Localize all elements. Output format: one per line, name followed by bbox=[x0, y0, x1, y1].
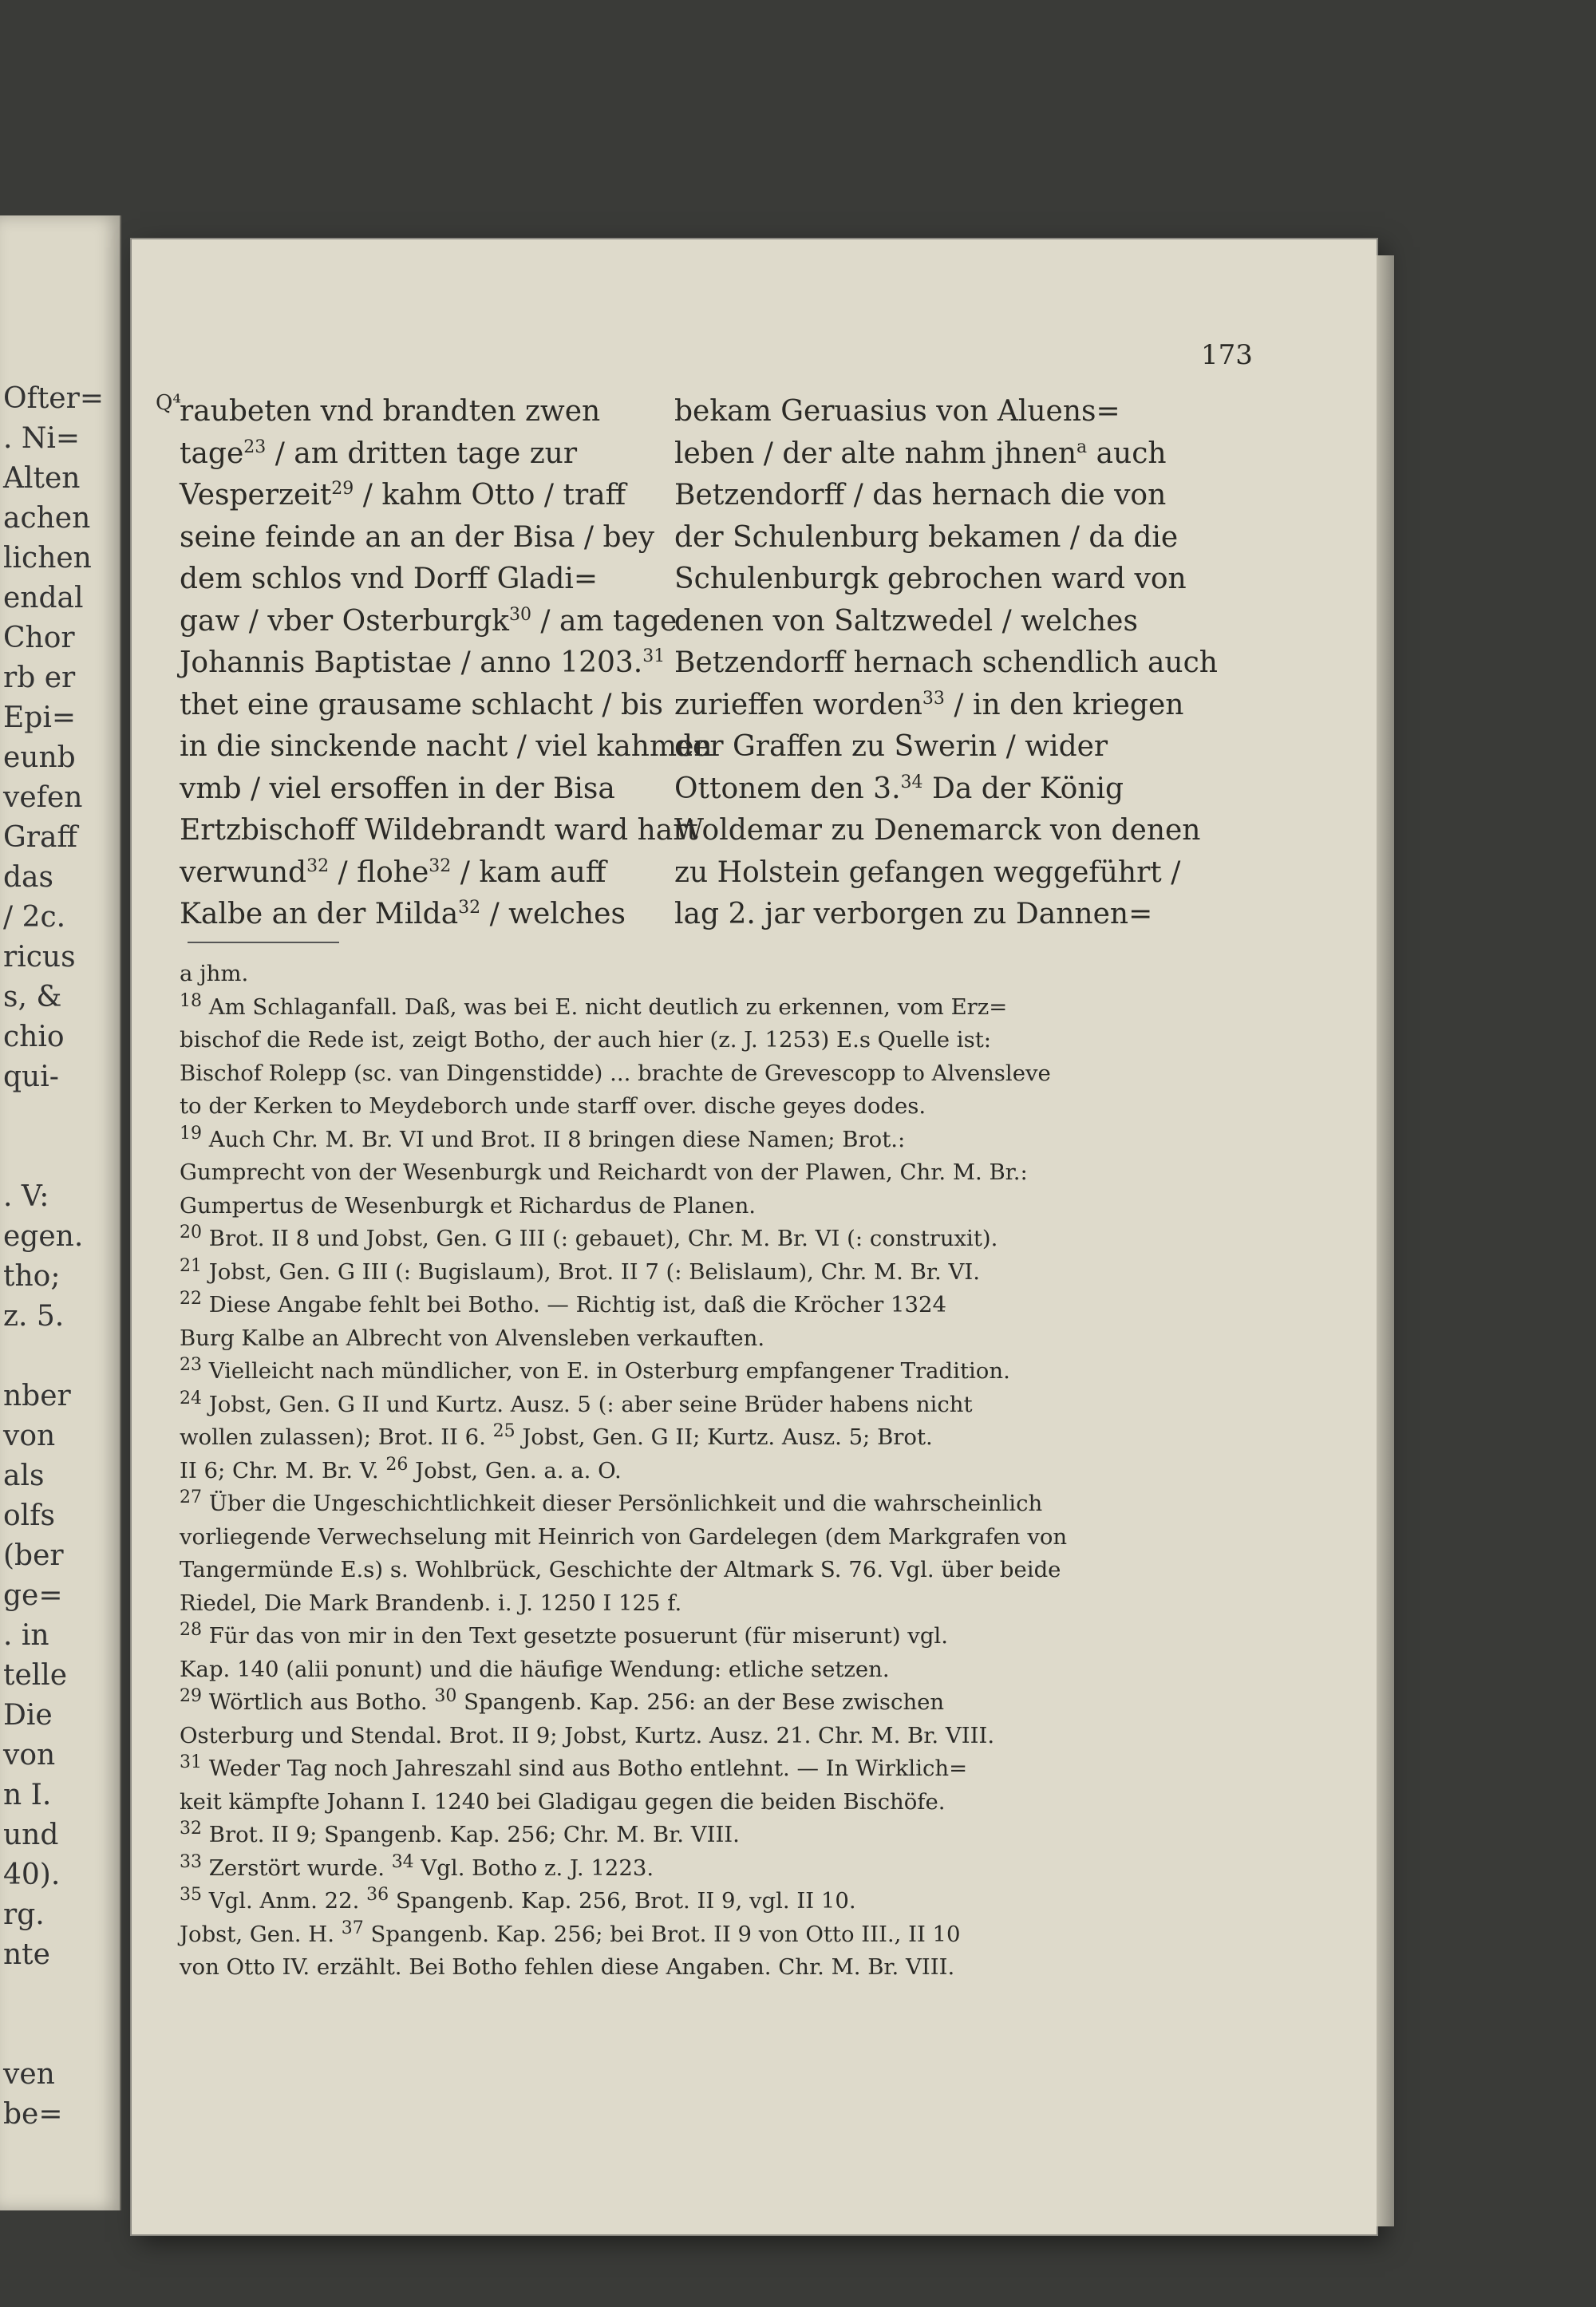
text-line bbox=[674, 517, 1179, 559]
text-segment: vmb / viel ersoffen in der Bisa bbox=[180, 772, 615, 805]
left-page-fragment: / 2c. bbox=[3, 901, 66, 934]
text-line bbox=[180, 1455, 1169, 1488]
text-line bbox=[180, 1124, 1169, 1157]
text-segment: / in den kriegen bbox=[944, 688, 1184, 721]
text-segment: bischof die Rede ist, zeigt Botho, der auch hier (z. J. 1253) E.s Quelle ist: bbox=[180, 1027, 992, 1053]
text-segment: Spangenb. Kap. 256, Brot. II 9, vgl. II 10. bbox=[389, 1888, 856, 1914]
footnote-marker: 33 bbox=[922, 688, 945, 709]
left-page-fragment: n I. bbox=[3, 1779, 52, 1811]
left-page-fragment: rg. bbox=[3, 1898, 45, 1931]
text-line bbox=[180, 1256, 1169, 1290]
text-line bbox=[180, 1653, 1169, 1687]
text-line bbox=[674, 894, 1153, 936]
footnote-marker: 32 bbox=[180, 1818, 202, 1839]
text-segment: dem schlos vnd Dorff Gladi= bbox=[180, 563, 598, 595]
footnote-marker: 35 bbox=[180, 1884, 202, 1905]
left-page-fragment: Chor bbox=[3, 622, 75, 654]
left-page-fragment: chio bbox=[3, 1021, 65, 1053]
text-segment: Riedel, Die Mark Brandenb. i. J. 1250 I 125 f. bbox=[180, 1590, 682, 1616]
text-line bbox=[674, 559, 1187, 601]
footnote-marker: 32 bbox=[458, 898, 481, 918]
page-stack-edge bbox=[1377, 255, 1394, 2226]
text-line bbox=[180, 1389, 1169, 1422]
text-segment: / am tage bbox=[531, 604, 678, 638]
text-segment: von Otto IV. erzählt. Bei Botho fehlen diese Angaben. Chr. M. Br. VIII. bbox=[180, 1954, 955, 1980]
text-segment: / am dritten tage zur bbox=[266, 437, 578, 470]
text-line bbox=[180, 1355, 1169, 1389]
text-segment: Betzendorff hernach schendlich auch bbox=[674, 646, 1218, 679]
text-segment: bekam Geruasius von Aluens= bbox=[674, 395, 1120, 428]
text-line bbox=[180, 1752, 1169, 1786]
footnote-marker: 34 bbox=[391, 1851, 414, 1872]
left-page-fragment: qui- bbox=[3, 1061, 59, 1093]
text-segment: II 6; Chr. M. Br. V. bbox=[180, 1457, 386, 1483]
left-page-fragment: als bbox=[3, 1460, 45, 1492]
text-segment: Osterburg und Stendal. Brot. II 9; Jobst, Kurtz. Ausz. 21. Chr. M. Br. VIII. bbox=[180, 1722, 995, 1748]
text-segment: / flohe bbox=[329, 855, 429, 889]
footnote-marker: 19 bbox=[180, 1123, 202, 1144]
footnotes bbox=[180, 958, 1169, 1985]
text-line bbox=[180, 642, 666, 685]
text-line bbox=[180, 1190, 1169, 1223]
text-line bbox=[180, 1554, 1169, 1587]
text-segment: der Graffen zu Swerin / wider bbox=[674, 730, 1108, 763]
text-line bbox=[180, 601, 678, 643]
footnote-marker: 33 bbox=[180, 1851, 202, 1872]
footnote-marker: 36 bbox=[366, 1884, 389, 1905]
left-page-fragment: s, & bbox=[3, 981, 62, 1013]
text-segment: Betzendorff / das hernach die von bbox=[674, 479, 1167, 512]
text-segment: raubeten vnd brandten zwen bbox=[180, 395, 601, 428]
footnote-marker: 26 bbox=[385, 1454, 409, 1475]
text-line bbox=[180, 433, 618, 476]
text-line bbox=[180, 1819, 1169, 1852]
text-line bbox=[180, 1852, 1169, 1886]
text-line bbox=[674, 433, 1167, 476]
text-line bbox=[674, 391, 1120, 433]
left-page-fragment: 40). bbox=[3, 1859, 61, 1891]
left-page-fragment: tho; bbox=[3, 1260, 61, 1293]
text-segment: leben / der alte nahm jhnen bbox=[674, 437, 1077, 470]
left-page-fragment: vefen bbox=[3, 781, 83, 814]
text-segment: / kam auff bbox=[451, 855, 606, 889]
footnote-marker: 32 bbox=[429, 855, 452, 876]
left-page-fragment: das bbox=[3, 861, 53, 894]
text-segment: Gumprecht von der Wesenburgk und Reichardt von der Plawen, Chr. M. Br.: bbox=[180, 1159, 1028, 1185]
text-segment: Vielleicht nach mündlicher, von E. in Osterburg empfangener Tradition. bbox=[202, 1358, 1010, 1384]
text-line bbox=[674, 685, 1184, 727]
footnote-marker: 18 bbox=[180, 990, 202, 1011]
footnote-marker: 30 bbox=[508, 604, 531, 625]
text-line bbox=[674, 852, 1181, 895]
left-page-fragment: olfs bbox=[3, 1499, 55, 1532]
footnote-marker: 21 bbox=[180, 1255, 202, 1276]
text-line bbox=[180, 894, 626, 936]
left-page-fragment: be= bbox=[3, 2098, 63, 2131]
text-segment: a jhm. bbox=[180, 961, 249, 986]
text-line bbox=[180, 391, 618, 433]
text-segment: denen von Saltzwedel / welches bbox=[674, 604, 1138, 638]
left-page-fragment: Die bbox=[3, 1699, 53, 1732]
left-page-fragment: . V: bbox=[3, 1180, 49, 1213]
left-page-fragment: Graff bbox=[3, 821, 78, 854]
text-segment: zurieffen worden bbox=[674, 688, 922, 721]
text-line bbox=[180, 1786, 1169, 1819]
text-line bbox=[180, 1620, 1169, 1653]
text-line bbox=[674, 601, 1138, 643]
left-page-fragment: (ber bbox=[3, 1539, 64, 1572]
text-segment: Spangenb. Kap. 256: an der Bese zwischen bbox=[456, 1689, 945, 1715]
text-line bbox=[180, 1024, 1169, 1057]
text-segment: zu Holstein gefangen weggeführt / bbox=[674, 855, 1181, 889]
left-page-fragment: Epi= bbox=[3, 701, 77, 734]
text-segment: Jobst, Gen. G II; Kurtz. Ausz. 5; Brot. bbox=[515, 1424, 933, 1450]
text-segment: / kahm Otto / traff bbox=[354, 479, 626, 512]
text-segment: Zerstört wurde. bbox=[202, 1855, 392, 1881]
footnote-marker: 24 bbox=[180, 1388, 202, 1408]
text-segment: Vgl. Botho z. J. 1223. bbox=[413, 1855, 654, 1881]
left-page-fragment: ricus bbox=[3, 941, 76, 974]
text-line bbox=[180, 1421, 1169, 1455]
main-text-right-column bbox=[674, 391, 1218, 936]
text-line bbox=[180, 1885, 1169, 1918]
footnote-marker: 23 bbox=[243, 437, 267, 457]
text-segment: Am Schlaganfall. Daß, was bei E. nicht deutlich zu erkennen, vom Erz= bbox=[202, 994, 1008, 1020]
text-line bbox=[180, 1057, 1169, 1091]
text-segment: Jobst, Gen. G II und Kurtz. Ausz. 5 (: aber seine Brüder habens nicht bbox=[202, 1391, 973, 1417]
text-segment: verwund bbox=[180, 855, 307, 889]
footnote-marker: 30 bbox=[434, 1685, 457, 1706]
text-line bbox=[180, 1521, 1169, 1554]
footnote-marker: 31 bbox=[180, 1752, 202, 1772]
left-page-fragment: rb er bbox=[3, 662, 76, 694]
left-page-fragment: von bbox=[3, 1739, 56, 1772]
left-page-fragment: achen bbox=[3, 502, 91, 535]
text-segment: lag 2. jar verborgen zu Dannen= bbox=[674, 898, 1153, 930]
text-line bbox=[180, 475, 626, 517]
footnote-marker: a bbox=[1077, 437, 1088, 457]
text-segment: Tangermünde E.s) s. Wohlbrück, Geschichte der Altmark S. 76. Vgl. über beide bbox=[180, 1557, 1061, 1582]
footnote-marker: 20 bbox=[180, 1222, 202, 1242]
left-page-fragment: z. 5. bbox=[3, 1300, 65, 1333]
text-line bbox=[180, 1686, 1169, 1720]
left-page-fragment: ven bbox=[3, 2058, 55, 2091]
footnote-marker: 34 bbox=[900, 772, 923, 792]
text-segment: seine feinde an an der Bisa / bey bbox=[180, 520, 655, 554]
text-segment: Jobst, Gen. H. bbox=[180, 1921, 342, 1947]
left-page-fragment: und bbox=[3, 1819, 59, 1851]
text-line bbox=[180, 1720, 1169, 1753]
text-line bbox=[180, 1156, 1169, 1190]
text-segment: to der Kerken to Meydeborch unde starff over. dische geyes dodes. bbox=[180, 1093, 926, 1119]
footnote-marker: 29 bbox=[331, 479, 354, 499]
text-segment: Gumpertus de Wesenburgk et Richardus de Planen. bbox=[180, 1192, 757, 1219]
text-segment: Wörtlich aus Botho. bbox=[202, 1689, 435, 1715]
text-line bbox=[674, 726, 1113, 768]
left-page-fragment: ge= bbox=[3, 1579, 63, 1612]
footnote-marker: 28 bbox=[180, 1619, 202, 1640]
text-segment: thet eine grausame schlacht / bis bbox=[180, 688, 664, 721]
text-line bbox=[180, 991, 1169, 1025]
text-segment: Bischof Rolepp (sc. van Dingenstidde) ... brachte de Grevescopp to Alvensleve bbox=[180, 1060, 1051, 1086]
text-line bbox=[180, 768, 618, 811]
left-page-fragment: . Ni= bbox=[3, 422, 81, 455]
text-line bbox=[180, 1587, 1169, 1621]
text-line bbox=[180, 559, 618, 601]
left-page-fragment: nber bbox=[3, 1380, 71, 1412]
text-segment: vorliegende Verwechselung mit Heinrich von Gardelegen (dem Markgrafen von bbox=[180, 1523, 1068, 1550]
text-segment: Ertzbischoff Wildebrandt ward hart bbox=[180, 814, 698, 847]
text-segment: Jobst, Gen. a. a. O. bbox=[408, 1457, 622, 1483]
footnote-separator bbox=[188, 942, 339, 943]
text-line bbox=[180, 1223, 1169, 1256]
text-segment: Brot. II 8 und Jobst, Gen. G III (: gebauet), Chr. M. Br. VI (: construxit). bbox=[202, 1226, 998, 1251]
footnote-marker: 32 bbox=[306, 855, 330, 876]
footnote-marker: 37 bbox=[341, 1918, 364, 1938]
text-line bbox=[674, 642, 1218, 685]
left-page-fragment: lichen bbox=[3, 542, 92, 575]
text-line bbox=[180, 517, 655, 559]
footnote-marker: 25 bbox=[492, 1420, 516, 1441]
text-segment: Burg Kalbe an Albrecht von Alvensleben verkauften. bbox=[180, 1325, 765, 1351]
text-line bbox=[180, 810, 698, 852]
text-segment: Kap. 140 (alii ponunt) und die häufige Wendung: etliche setzen. bbox=[180, 1656, 890, 1682]
text-line bbox=[180, 852, 618, 895]
text-segment: Woldemar zu Denemarck von denen bbox=[674, 814, 1201, 847]
footnote-marker: 27 bbox=[180, 1487, 202, 1507]
page-number: 173 bbox=[1201, 339, 1253, 371]
left-page-fragment: telle bbox=[3, 1659, 68, 1692]
text-segment: keit kämpfte Johann I. 1240 bei Gladigau gegen die beiden Bischöfe. bbox=[180, 1788, 946, 1815]
text-segment: Jobst, Gen. G III (: Bugislaum), Brot. II 7 (: Belislaum), Chr. M. Br. VI. bbox=[202, 1258, 980, 1285]
footnote-marker: 29 bbox=[180, 1685, 202, 1706]
footnote-marker: 31 bbox=[642, 646, 666, 666]
footnote-marker: 23 bbox=[180, 1354, 202, 1375]
text-line bbox=[180, 1951, 1169, 1985]
main-text-left-column bbox=[180, 391, 713, 936]
text-segment: Da der König bbox=[922, 772, 1124, 805]
text-line bbox=[180, 958, 1169, 991]
left-page-fragment: nte bbox=[3, 1938, 50, 1971]
left-page-fragment: von bbox=[3, 1420, 56, 1452]
text-segment: Brot. II 9; Spangenb. Kap. 256; Chr. M. Br. VIII. bbox=[202, 1822, 740, 1847]
text-segment: Schulenburgk gebrochen ward von bbox=[674, 563, 1187, 595]
left-page-fragment: egen. bbox=[3, 1220, 84, 1253]
left-page-fragment: eunb bbox=[3, 741, 76, 774]
left-page-fragment: Ofter= bbox=[3, 382, 104, 415]
text-line bbox=[180, 1918, 1169, 1952]
text-segment: Diese Angabe fehlt bei Botho. — Richtig ist, daß die Kröcher 1324 bbox=[202, 1292, 946, 1317]
text-segment: Weder Tag noch Jahreszahl sind aus Botho entlehnt. — In Wirklich= bbox=[202, 1756, 968, 1781]
text-line bbox=[674, 475, 1167, 517]
text-segment: Spangenb. Kap. 256; bei Brot. II 9 von Otto III., II 10 bbox=[363, 1921, 961, 1947]
text-line bbox=[180, 1322, 1169, 1356]
text-segment: der Schulenburg bekamen / da die bbox=[674, 520, 1179, 554]
text-line bbox=[180, 726, 713, 768]
text-segment: wollen zulassen); Brot. II 6. bbox=[180, 1424, 493, 1450]
text-segment: Ottonem den 3. bbox=[674, 772, 901, 805]
text-segment: tage bbox=[180, 437, 244, 470]
text-line bbox=[180, 1289, 1169, 1322]
text-segment: in die sinckende nacht / viel kahmen bbox=[180, 730, 713, 763]
text-segment: Vesperzeit bbox=[180, 479, 332, 512]
text-line bbox=[180, 1487, 1169, 1521]
text-line bbox=[674, 810, 1201, 852]
text-segment: Kalbe an der Milda bbox=[180, 898, 459, 930]
line-marker: Q⁴ bbox=[156, 391, 181, 415]
text-segment: Über die Ungeschichtlichkeit dieser Persönlichkeit und die wahrscheinlich bbox=[202, 1491, 1043, 1516]
text-line bbox=[180, 1090, 1169, 1124]
text-segment: / welches bbox=[480, 898, 626, 930]
text-segment: gaw / vber Osterburgk bbox=[180, 604, 509, 638]
footnote-marker: 22 bbox=[180, 1288, 202, 1309]
left-page-fragment: Alten bbox=[3, 462, 81, 495]
book-page bbox=[132, 239, 1377, 2234]
text-segment: Johannis Baptistae / anno 1203. bbox=[180, 646, 643, 679]
left-page-fragment: endal bbox=[3, 582, 84, 614]
text-segment: Für das von mir in den Text gesetzte posuerunt (für miserunt) vgl. bbox=[202, 1623, 948, 1649]
left-page-edge bbox=[0, 215, 121, 2210]
text-segment: auch bbox=[1087, 437, 1167, 470]
text-segment: Vgl. Anm. 22. bbox=[202, 1888, 367, 1914]
text-line bbox=[180, 685, 664, 727]
text-segment: Auch Chr. M. Br. VI und Brot. II 8 bringen diese Namen; Brot.: bbox=[202, 1126, 906, 1152]
text-line bbox=[674, 768, 1124, 811]
left-page-fragment: . in bbox=[3, 1619, 49, 1652]
